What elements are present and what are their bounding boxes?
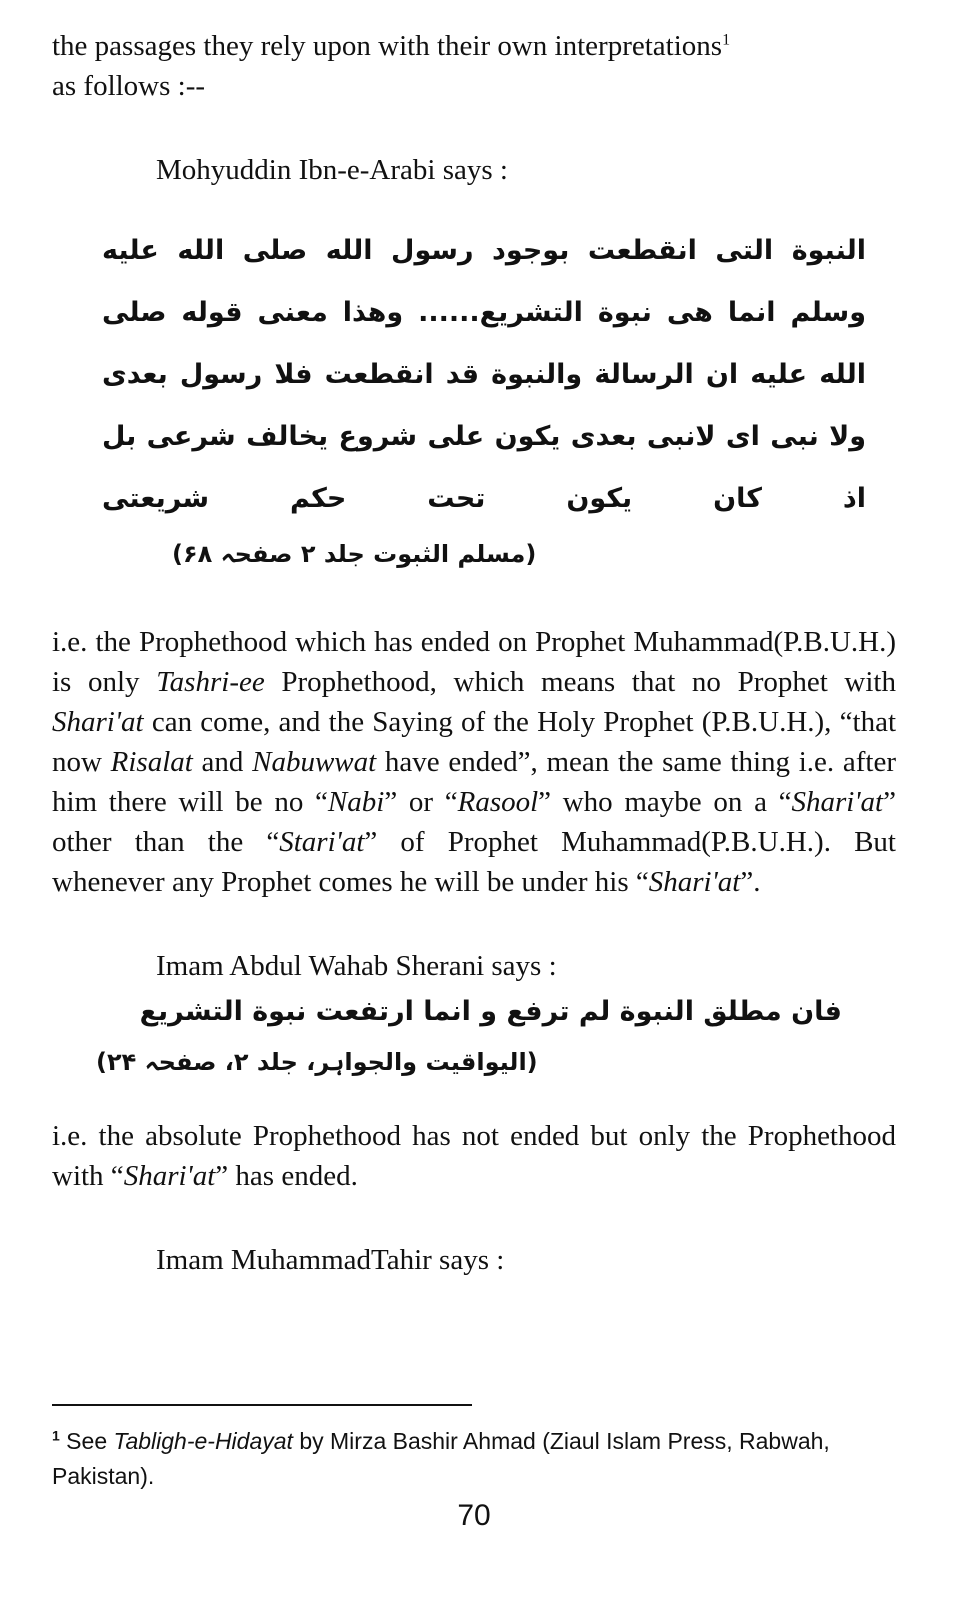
document-page <box>52 26 896 1616</box>
footnote-text: by Mirza Bashir Ahmad (Ziaul Islam Press, Rabwah, Pakistan). <box>52 1428 830 1489</box>
translation-text: ” has ended. <box>215 1160 358 1192</box>
page-number: 70 <box>457 1499 491 1532</box>
arabic-quote-1: النبوة التى انقطعت بوجود رسول الله صلى الله عليه وسلم انما هى نبوة التشريع...... وهذا معنى قوله صلى الله عليه ان الرسالة والنبوة قد انقطعت فلا رسول بعدى ولا نبى اى لانبى بعدى يكون على شروع يخالف شرعى بل اذ كان يكون تحت حكم شريعتى <box>102 235 866 514</box>
intro-line-1: the passages they rely upon with their own interpretations <box>52 30 723 62</box>
translation-text: and <box>192 746 253 778</box>
term-nabuwwat: Nabuwwat <box>252 746 377 778</box>
translation-text: Prophethood, which means that no Prophet with <box>264 666 896 698</box>
translation-text: i.e. the Prophethood which has ended on Prophet Muhammad(P.B.U.H.) is only <box>52 626 896 698</box>
term-stariat: Stari'at <box>279 826 365 858</box>
speaker-ibn-arabi: Mohyuddin Ibn-e-Arabi says : <box>156 154 508 186</box>
arabic-reference-1: (مسلم الثبوت جلد ۲ صفحہ ۶۸) <box>172 540 537 568</box>
translation-text: ” of Prophet Muhammad(P.B.U.H.). But whenever any Prophet comes he will be under his “ <box>52 826 896 898</box>
term-tashri-ee: Tashri-ee <box>156 666 265 698</box>
term-nabi: Nabi <box>327 786 385 818</box>
translation-text: have ended”, mean the same thing i.e. after him there will be no “ <box>52 746 896 818</box>
footnote-1 <box>52 1424 896 1494</box>
arabic-quote-2: فان مطلق النبوة لم ترفع و انما ارتفعت نبوة التشريع <box>139 996 842 1027</box>
footnote-marker: 1 <box>52 1427 60 1444</box>
translation-paragraph-2 <box>52 1116 896 1196</box>
term-shariat: Shari'at <box>52 706 144 738</box>
footnote-divider <box>52 1404 472 1406</box>
translation-text: i.e. the absolute Prophethood has not ended but only the Prophethood with “ <box>52 1120 896 1192</box>
intro-paragraph <box>52 26 896 106</box>
term-shariat: Shari'at <box>648 866 741 898</box>
translation-text: ”. <box>740 866 761 898</box>
translation-text: ” who maybe on a “ <box>538 786 792 818</box>
speaker-muhammad-tahir: Imam MuhammadTahir says : <box>156 1244 505 1276</box>
footnote-book-title: Tabligh-e-Hidayat <box>113 1428 293 1454</box>
translation-text: can come, and the Saying of the Holy Prophet (P.B.U.H.), “that now <box>52 706 896 778</box>
speaker-sherani: Imam Abdul Wahab Sherani says : <box>156 950 557 982</box>
translation-text: ” other than the “ <box>52 786 896 858</box>
intro-line-2: as follows :-- <box>52 70 206 102</box>
translation-text: ” or “ <box>384 786 458 818</box>
footnote-text: See <box>59 1428 114 1454</box>
translation-paragraph-1 <box>52 622 896 902</box>
arabic-reference-2: (الیواقیت والجواہر، جلد ۲، صفحہ ۲۴) <box>96 1048 538 1076</box>
term-risalat: Risalat <box>110 746 193 778</box>
footnote-ref-1[interactable]: 1 <box>722 31 731 49</box>
term-rasool: Rasool <box>457 786 539 818</box>
term-shariat: Shari'at <box>791 786 884 818</box>
term-shariat: Shari'at <box>123 1160 216 1192</box>
